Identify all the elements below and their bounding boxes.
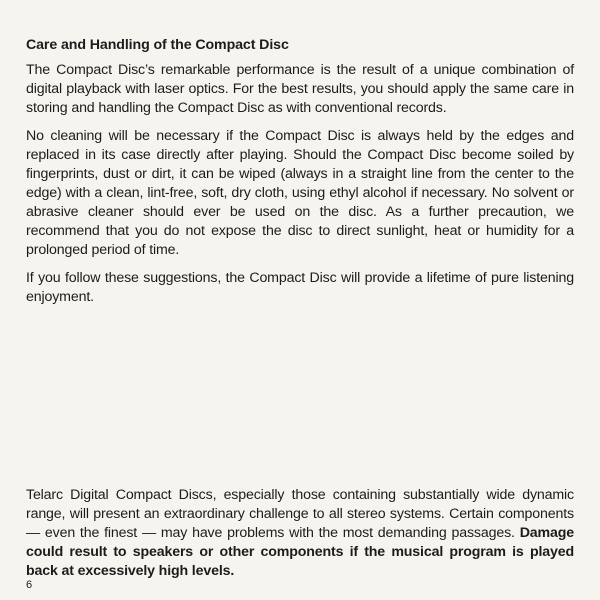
care-paragraph-1: The Compact Disc’s remarkable performance is the result of a unique combination of digital playback with laser optics. For the best results, you should apply the same care in storing and handling the Compact Disc as with conventional records.	[26, 62, 574, 116]
warning-text: Telarc Digital Compact Discs, especially those containing substantially wide dynamic range, will present an extraordinary challenge to all stereo systems. Certain components — even the finest — may have problems with the most demanding passages.	[26, 487, 574, 541]
care-paragraph-3: If you follow these suggestions, the Compact Disc will provide a lifetime of pure listening enjoyment.	[26, 270, 574, 305]
care-paragraph-2: No cleaning will be necessary if the Compact Disc is always held by the edges and replaced in its case directly after playing. Should the Compact Disc become soiled by fingerprints, dust or dirt, it can be wiped (always in a straight line from the center to the edge) with a clean, lint-free, soft, dry cloth, using ethyl alcohol if necessary. No solvent or abrasive cleaner should ever be used on the disc. As a further precaution, we recommend that you do not expose the disc to direct sunlight, heat or humidity for a prolonged period of time.	[26, 128, 574, 258]
warning-section	[26, 486, 574, 581]
warning-bold-text: Damage could result to speakers or other components if the musical program is played back at excessively high levels.	[26, 525, 574, 579]
care-section	[26, 36, 574, 316]
section-heading: Care and Handling of the Compact Disc	[26, 37, 289, 53]
warning-paragraph	[26, 486, 574, 581]
page-number: 6	[26, 579, 33, 591]
